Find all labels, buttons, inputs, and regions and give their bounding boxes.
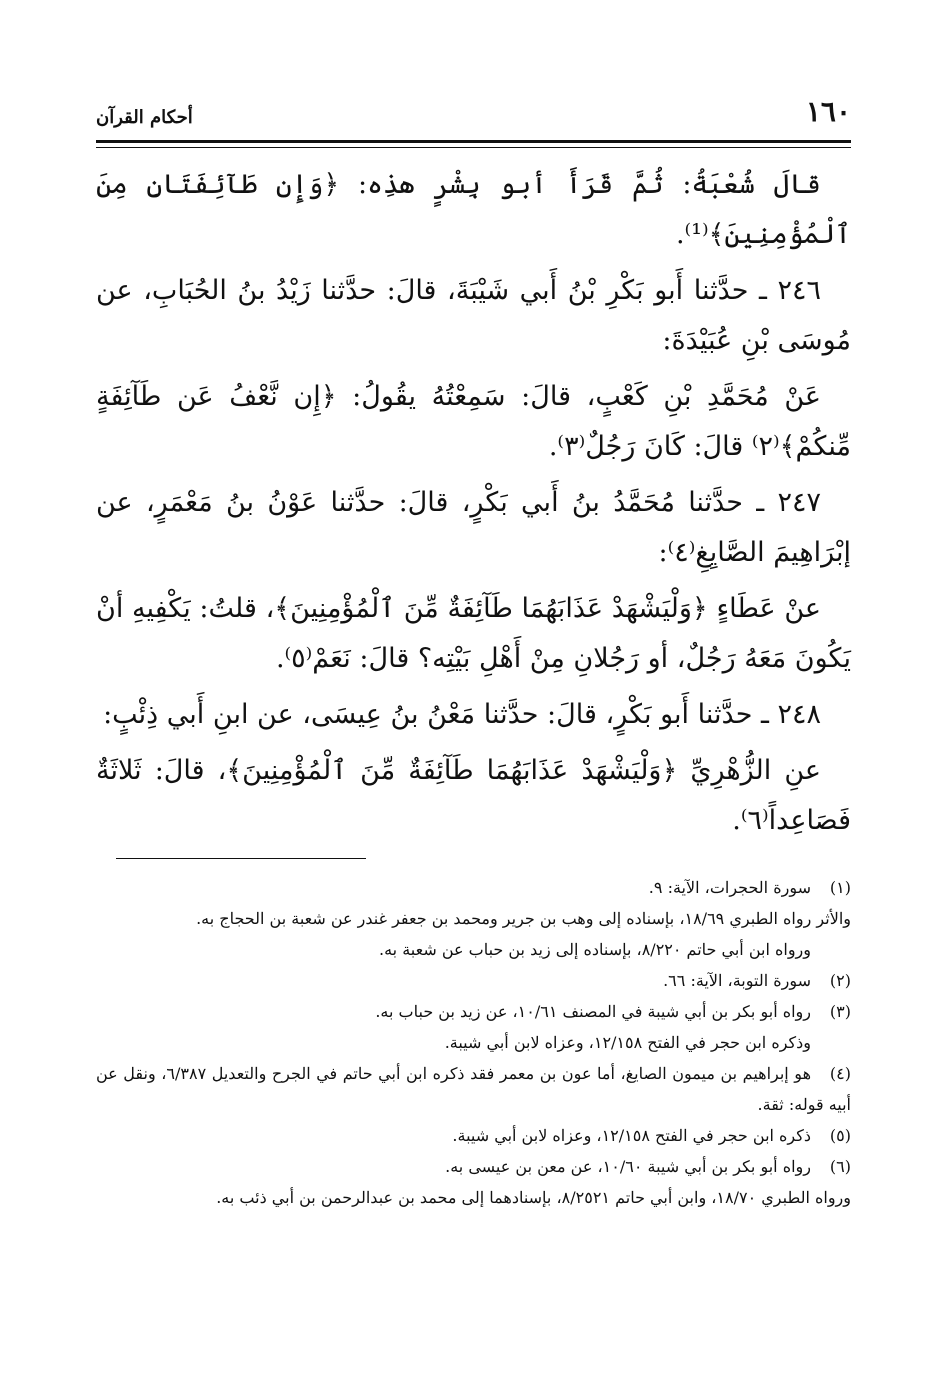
footnote (96, 872, 851, 903)
footnote-text: وذكره ابن حجر في الفتح ١٢/١٥٨، وعزاه لابن أبي شيبة. (444, 1033, 811, 1052)
paragraph: ٢٤٦ ـ حدَّثنا أَبو بَكْرِ بْنُ أَبي شَيْبَةَ، قالَ: حدَّثنا زَيْدُ بنُ الحُبَابِ، عن مُوسَى بْنِ عُبَيْدَةَ: (96, 275, 851, 356)
footnote-text: رواه أبو بكر بن أبي شيبة ١٠/٦٠، عن معن بن عيسى به. (445, 1157, 811, 1176)
footnotes (96, 872, 851, 1213)
footnote-number: (٣) (829, 1002, 851, 1021)
footnote-text: ذكره ابن حجر في الفتح ١٢/١٥٨، وعزاه لابن أبي شيبة. (452, 1126, 811, 1145)
footnote-text: والأثر رواه الطبري ١٨/٦٩، بإسناده إلى وهب بن جرير ومحمد بن جعفر غندر عن شعبة بن الحجاج به. (196, 909, 851, 928)
footnote-number: (٤) (829, 1064, 852, 1083)
footnote-number: (١) (829, 878, 851, 897)
footnote-text: سورة التوبة، الآية: ٦٦. (663, 971, 811, 990)
footnote (96, 1027, 851, 1058)
paragraph: ٢٤٨ ـ حدَّثنا أَبو بَكْرٍ، قالَ: حدَّثنا مَعْنُ بنُ عِيسَى، عن ابنِ أَبي ذِئْبٍ: (103, 699, 821, 730)
footnote (96, 1182, 851, 1213)
header-rule-thin (96, 147, 851, 148)
footnote-number: (٢) (829, 971, 851, 990)
footnote (96, 934, 851, 965)
footnote (96, 1120, 851, 1151)
paragraph: عنِ الزُّهْرِيِّ ﴿وَلْيَشْهَدْ عَذَابَهُمَا طَآئِفَةٌ مِّنَ ٱلْمُؤْمِنِينَ﴾، قالَ: ثَلاثَةٌ فَصَاعِداً⁽٦⁾. (96, 755, 851, 836)
footnote (96, 996, 851, 1027)
main-text (96, 160, 851, 852)
footnote-text: هو إبراهيم بن ميمون الصايغ، أما عون بن معمر فقد ذكره ابن أبي حاتم في الجرح والتعديل ٦/٣٨٧، ونقل عن أبيه قوله: ثقة. (96, 1064, 851, 1114)
paragraph: عَنْ مُحَمَّدِ بْنِ كَعْبٍ، قالَ: سَمِعْتُهُ يقُولُ: ﴿إِن نَّعْفُ عَن طَآئِفَةٍ مِّنكُمْ﴾⁽٢⁾ قالَ: كَانَ رَجُلٌ⁽٣⁾. (96, 381, 851, 462)
footnote-text: رواه أبو بكر بن أبي شيبة في المصنف ١٠/٦١، عن زيد بن حباب به. (375, 1002, 811, 1021)
running-header (96, 92, 851, 128)
footnote-separator (116, 858, 366, 859)
page-number: ١٦٠ (805, 95, 851, 128)
book-title: أحكام القرآن (96, 107, 193, 128)
footnote-text: ورواه الطبري ١٨/٧٠، وابن أبي حاتم ٨/٢٥٢١، بإسنادهما إلى محمد بن عبدالرحمن بن أبي ذئب به. (216, 1188, 851, 1207)
paragraph: ٢٤٧ ـ حدَّثنا مُحَمَّدُ بنُ أَبي بَكْرٍ، قالَ: حدَّثنا عَوْنُ بنُ مَعْمَرٍ، عن إبْرَاهِيمَ الصَّايِغِ⁽٤⁾: (96, 487, 851, 568)
footnote (96, 965, 851, 996)
footnote (96, 903, 851, 934)
header-rule-thick (96, 140, 851, 143)
paragraph: عنْ عَطَاءٍ ﴿وَلْيَشْهَدْ عَذَابَهُمَا طَآئِفَةٌ مِّنَ ٱلْمُؤْمِنِينَ﴾، قلتُ: يَكْفِيهِ أنْ يَكُونَ مَعَهُ رَجُلٌ، أو رَجُلانِ مِنْ أَهْلِ بَيْتِه؟ قالَ: نَعَمْ⁽٥⁾. (96, 593, 851, 674)
footnote-text: ورواه ابن أبي حاتم ٨/٢٢٠، بإسناده إلى زيد بن حباب عن شعبة به. (379, 940, 811, 959)
footnote (96, 1151, 851, 1182)
footnote-number: (٦) (829, 1157, 851, 1176)
paragraph: قالَ شُعْبَةُ: ثُمَّ قَرَأَ أبو بِشْرٍ هذِه: ﴿وَإِن طَآئِفَتَانِ مِنَ ٱلْمُؤْمِنِينَ﴾⁽¹⁾. (96, 169, 851, 250)
footnote-text: سورة الحجرات، الآية: ٩. (648, 878, 811, 897)
footnote-number: (٥) (829, 1126, 851, 1145)
footnote (96, 1058, 851, 1120)
